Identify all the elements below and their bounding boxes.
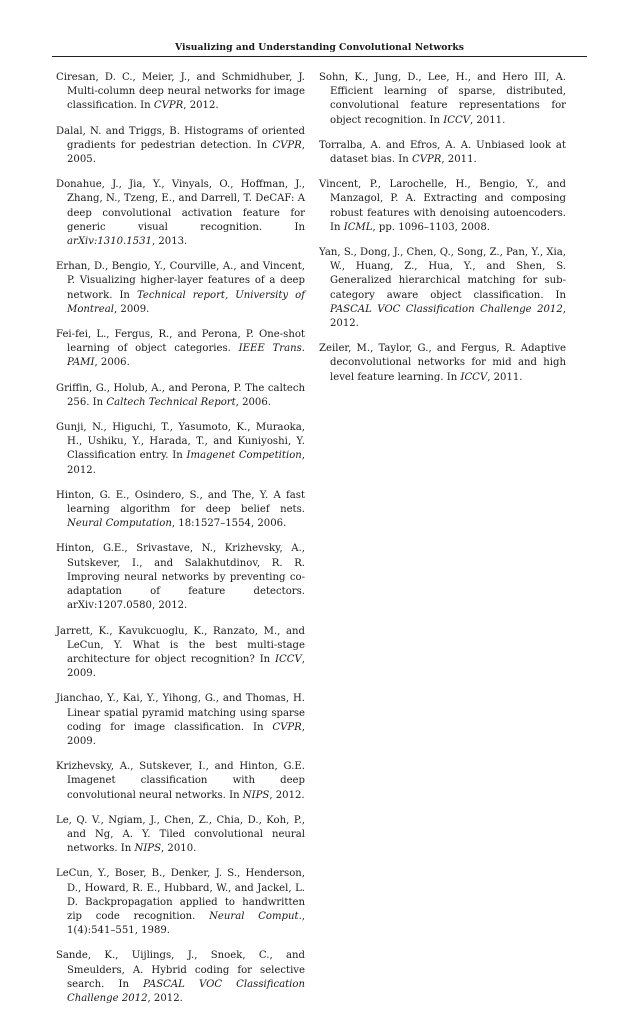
reference-text: Sande, K., Uijlings, J., Snoek, C., and Smeulders, A. Hybrid coding for selective search. In xyxy=(56,950,305,990)
reference-tail: , 2012. xyxy=(67,450,305,476)
reference-venue: arXiv:1310.1531 xyxy=(67,236,152,248)
header-rule xyxy=(52,56,587,57)
reference-text: Gunji, N., Higuchi, T., Yasumoto, K., Muraoka, H., Ushiku, Y., Harada, T., and Kuniyoshi, Y. Classification entry. In xyxy=(56,422,305,462)
reference-tail: , 18:1527–1554, 2006. xyxy=(171,518,287,530)
reference-tail: , 2011. xyxy=(441,154,477,166)
reference-text: Griffin, G., Holub, A., and Perona, P. The caltech 256. In xyxy=(56,382,305,408)
reference-text: Hinton, G. E., Osindero, S., and The, Y. A fast learning algorithm for deep belief nets. xyxy=(56,489,305,516)
reference-tail: , 2012. xyxy=(330,303,566,330)
reference-text: Le, Q. V., Ngiam, J., Chen, Z., Chia, D., Koh, P., and Ng, A. Y. Tiled convolutional neural networks. In xyxy=(56,814,305,855)
reference-venue: ICCV xyxy=(275,653,302,665)
reference-tail: , 2012. xyxy=(269,789,305,801)
reference-text: Zeiler, M., Taylor, G., and Fergus, R. Adaptive deconvolutional networks for mid and high level feature learning. In xyxy=(319,343,566,383)
reference-entry xyxy=(56,421,305,478)
reference-venue: NIPS xyxy=(134,843,162,855)
reference-entry xyxy=(56,328,305,371)
reference-venue: Imagenet Competition xyxy=(186,450,302,462)
reference-entry xyxy=(319,342,566,385)
references-right-column xyxy=(319,64,566,396)
reference-entry xyxy=(56,125,305,168)
reference-entry xyxy=(56,178,305,249)
reference-tail: , 1(4):541–551, 1989. xyxy=(67,910,305,937)
reference-entry xyxy=(319,139,566,167)
reference-venue: Caltech Technical Report xyxy=(106,396,236,408)
reference-venue: ICCV xyxy=(460,371,488,383)
reference-tail: , 2012. xyxy=(147,992,183,1004)
reference-venue: CVPR xyxy=(272,139,302,151)
reference-text: Krizhevsky, A., Sutskever, I., and Hinton, G.E. Imagenet classification with deep convolutional neural networks. In xyxy=(56,761,305,801)
reference-text: Jarrett, K., Kavukcuoglu, K., Ranzato, M., and LeCun, Y. What is the best multi-stage architecture for object recognition? In xyxy=(56,625,305,665)
reference-entry xyxy=(56,692,305,749)
reference-tail: , 2006. xyxy=(235,396,271,408)
reference-entry xyxy=(319,178,566,235)
reference-entry xyxy=(56,260,305,317)
reference-tail: , 2009. xyxy=(67,721,305,747)
reference-entry xyxy=(56,867,305,938)
reference-venue: Neural Computation xyxy=(67,518,172,530)
reference-entry xyxy=(56,760,305,803)
reference-tail: , 2012. xyxy=(183,100,219,112)
reference-text: LeCun, Y., Boser, B., Denker, J. S., Henderson, D., Howard, R. E., Hubbard, W., and Jackel, L. D. Backpropagation applied to handwritten zip code recognition. xyxy=(56,868,305,922)
reference-text: Donahue, J., Jia, Y., Vinyals, O., Hoffman, J., Zhang, N., Tzeng, E., and Darrell, T. DeCAF: A deep convolutional activation feature for generic visual recognition. In xyxy=(56,179,305,233)
reference-tail: , 2011. xyxy=(487,371,523,383)
reference-venue: CVPR xyxy=(153,100,184,112)
reference-text: Erhan, D., Bengio, Y., Courville, A., and Vincent, P. Visualizing higher-layer features of a deep network. In xyxy=(56,261,305,301)
reference-text: Sohn, K., Jung, D., Lee, H., and Hero III, A. Efficient learning of sparse, distributed, convolutional feature representations for object recognition. In xyxy=(319,72,566,126)
reference-tail: , pp. 1096–1103, 2008. xyxy=(372,221,490,233)
reference-venue: IEEE Trans. PAMI xyxy=(67,343,306,369)
reference-venue: NIPS xyxy=(242,789,270,801)
reference-tail: , 2010. xyxy=(161,843,197,855)
reference-text: Yan, S., Dong, J., Chen, Q., Song, Z., Pan, Y., Xia, W., Huang, Z., Hua, Y., and Shen, S. Generalized hierarchical matching for sub-category aware object classification. In xyxy=(319,247,566,301)
reference-venue: PASCAL VOC Classification Challenge 2012 xyxy=(330,303,563,315)
reference-venue: CVPR xyxy=(411,154,442,166)
reference-tail: , 2005. xyxy=(67,139,305,166)
reference-text: Dalal, N. and Triggs, B. Histograms of oriented gradients for pedestrian detection. In xyxy=(56,125,305,151)
reference-entry xyxy=(56,814,305,857)
running-head: Visualizing and Understanding Convolutional Networks xyxy=(174,42,465,53)
reference-venue: ICML xyxy=(343,221,373,233)
reference-venue: CVPR xyxy=(272,721,302,733)
reference-venue: Neural Comput. xyxy=(209,910,302,922)
reference-tail: , 2011. xyxy=(470,114,506,126)
reference-tail: , 2009. xyxy=(114,303,150,315)
reference-entry xyxy=(56,489,305,532)
reference-text: Torralba, A. and Efros, A. A. Unbiased look at dataset bias. In xyxy=(319,139,566,166)
reference-text: Jianchao, Y., Kai, Y., Yihong, G., and Thomas, H. Linear spatial pyramid matching using sparse coding for image classification. In xyxy=(56,693,305,733)
reference-venue: PASCAL VOC Classification Challenge 2012 xyxy=(67,978,305,1004)
reference-entry xyxy=(56,625,305,682)
reference-entry xyxy=(319,71,566,128)
reference-entry xyxy=(56,382,305,410)
reference-entry xyxy=(56,949,305,1006)
reference-venue: ICCV xyxy=(443,114,470,126)
reference-text: Ciresan, D. C., Meier, J., and Schmidhuber, J. Multi-column deep neural networks for image classification. In xyxy=(56,72,305,112)
reference-entry xyxy=(319,246,566,331)
reference-text: Hinton, G.E., Srivastave, N., Krizhevsky, A., Sutskever, I., and Salakhutdinov, R. R. Improving neural networks by preventing co-adaptation of feature detectors. arXiv:1207.0580, 2012. xyxy=(56,543,305,612)
reference-tail: , 2013. xyxy=(151,236,188,248)
reference-tail: , 2006. xyxy=(94,357,130,369)
reference-text: Fei-fei, L., Fergus, R., and Perona, P. One-shot learning of object categories. xyxy=(56,329,305,355)
reference-tail: , 2009. xyxy=(67,653,305,680)
reference-text: Vincent, P., Larochelle, H., Bengio, Y., and Manzagol, P. A. Extracting and composing robust features with denoising autoencoders. In xyxy=(319,179,566,233)
reference-entry xyxy=(56,71,305,114)
reference-venue: Technical report, University of Montreal xyxy=(67,289,305,315)
references-left-column xyxy=(56,64,305,1017)
reference-entry xyxy=(56,542,305,613)
